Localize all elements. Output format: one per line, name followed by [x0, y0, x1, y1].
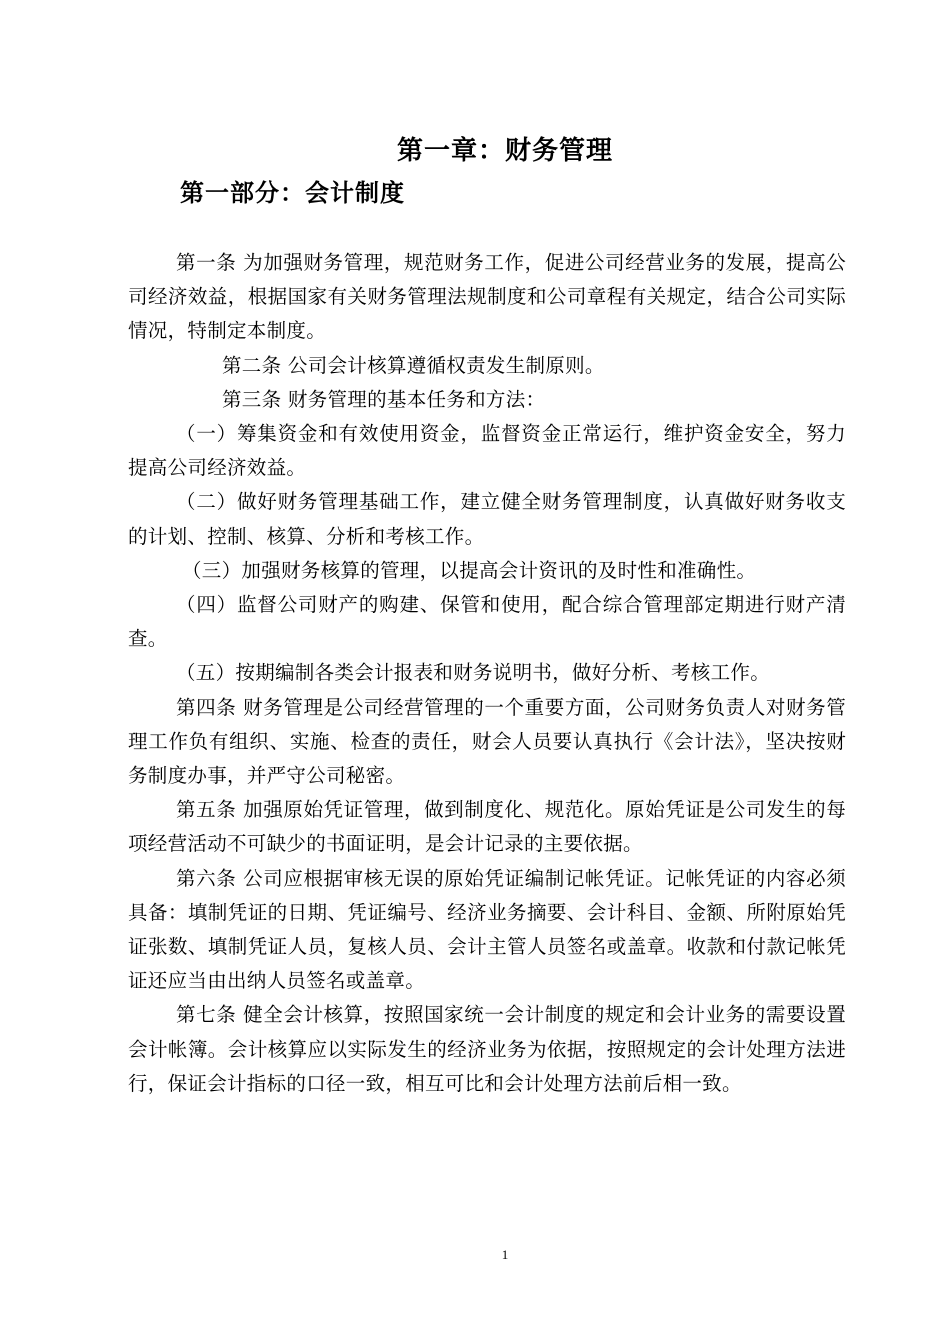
chapter-title: 第一章：财务管理 — [396, 136, 613, 166]
page-number: 1 — [501, 1247, 509, 1262]
article-6: 第六条 公司应根据审核无误的原始凭证编制记帐凭证。记帐凭证的内容必须具备：填制凭证的日期、凭证编号、经济业务摘要、会计科目、金额、所附原始凭证张数、填制凭证人员，复核人员、会计主管人员签名或盖章。收款和付款记帐凭证还应当由出纳人员签名或盖章。 — [128, 866, 846, 993]
article-7: 第七条 健全会计核算，按照国家统一会计制度的规定和会计业务的需要设置会计帐簿。会计核算应以实际发生的经济业务为依据，按照规定的会计处理方法进行，保证会计指标的口径一致，相互可比和会计处理方法前后相一致。 — [128, 1003, 846, 1095]
document-body — [128, 246, 846, 1101]
article-5: 第五条 加强原始凭证管理，做到制度化、规范化。原始凭证是公司发生的每项经营活动不可缺少的书面证明，是会计记录的主要依据。 — [128, 798, 846, 856]
article-2: 第二条 公司会计核算遵循权责发生制原则。 — [222, 353, 605, 377]
article-3-item-5: （五）按期编制各类会计报表和财务说明书，做好分析、考核工作。 — [176, 661, 771, 685]
article-3-item-1: （一）筹集资金和有效使用资金，监督资金正常运行，维护资金安全，努力提高公司经济效益。 — [128, 422, 846, 480]
article-3-item-4: （四）监督公司财产的购建、保管和使用，配合综合管理部定期进行财产清查。 — [128, 593, 846, 651]
article-4: 第四条 财务管理是公司经营管理的一个重要方面，公司财务负责人对财务管理工作负有组织、实施、检查的责任，财会人员要认真执行《会计法》，坚决按财务制度办事，并严守公司秘密。 — [128, 695, 846, 788]
article-3-item-3: （三）加强财务核算的管理，以提高会计资讯的及时性和准确性。 — [182, 558, 757, 582]
article-1: 第一条 为加强财务管理，规范财务工作，促进公司经营业务的发展，提高公司经济效益，根据国家有关财务管理法规制度和公司章程有关规定，结合公司实际情况，特制定本制度。 — [128, 251, 846, 343]
article-3-item-2: （二）做好财务管理基础工作，建立健全财务管理制度，认真做好财务收支的计划、控制、核算、分析和考核工作。 — [128, 490, 846, 548]
section-title: 第一部分：会计制度 — [180, 178, 405, 207]
article-3: 第三条 财务管理的基本任务和方法： — [222, 387, 546, 411]
